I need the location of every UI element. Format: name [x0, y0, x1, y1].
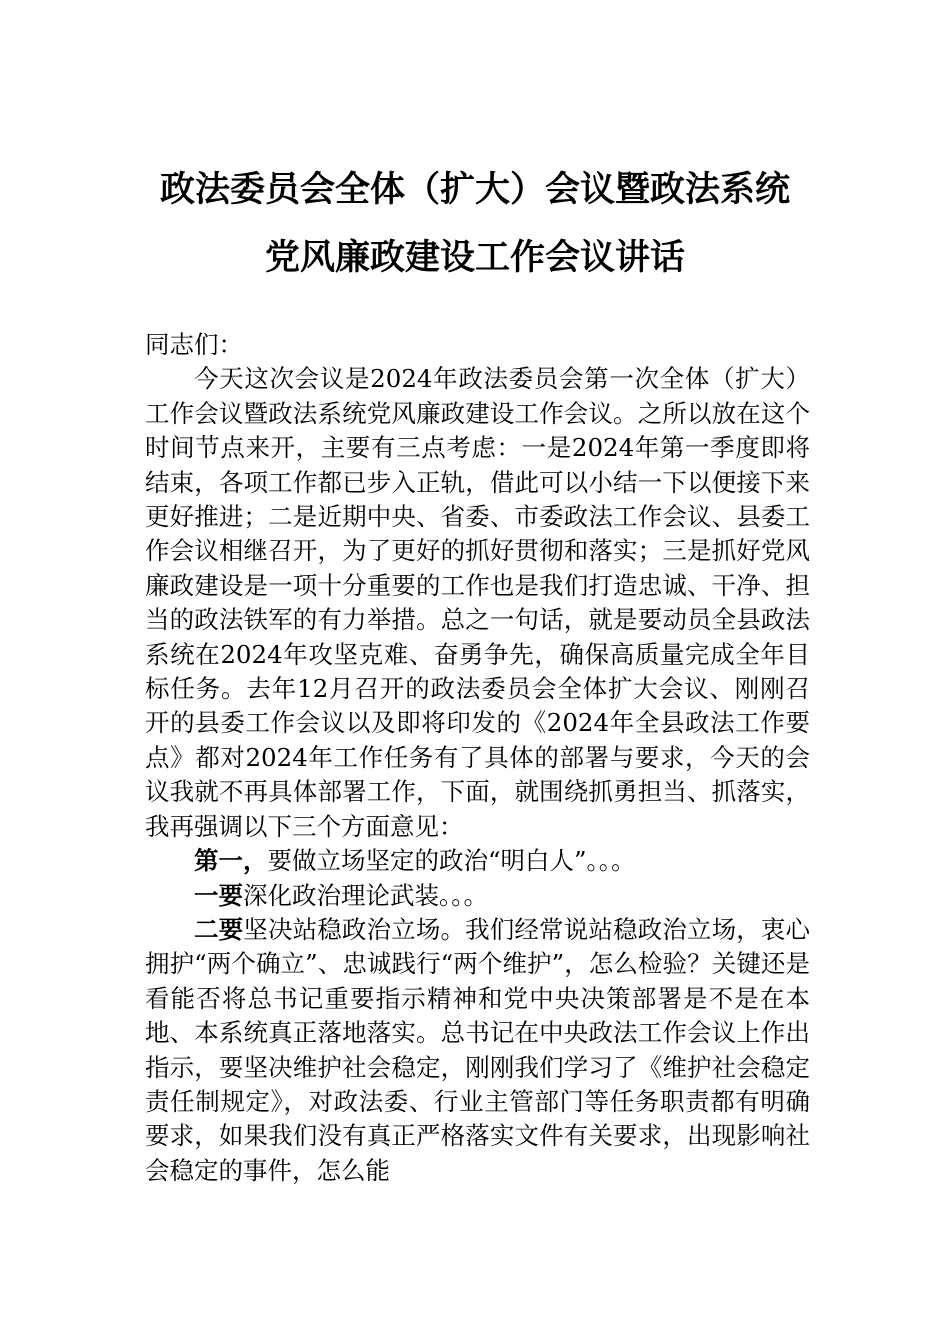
sub-1-lead: 一要	[194, 880, 243, 910]
paragraph-sub-1	[145, 879, 810, 913]
point-1-lead: 第一，	[194, 846, 268, 876]
salutation: 同志们：	[145, 330, 243, 359]
paragraph-point-1	[145, 844, 810, 878]
point-1-text: 要做立场坚定的政治“明白人”。。。	[267, 846, 636, 876]
paragraph-sub-2	[145, 913, 810, 1188]
paragraph-intro: 今天这次会议是2024年政法委员会第一次全体（扩大）工作会议暨政法系统党风廉政建设工作会议。之所以放在这个时间节点来开，主要有三点考虑：一是2024年第一季度即将结束，各项工作都已步入正轨，借此可以小结一下以便接下来更好推进；二是近期中央、省委、市委政法工作会议、县委工作会议相继召开，为了更好的抓好贯彻和落实；三是抓好党风廉政建设是一项十分重要的工作也是我们打造忠诚、干净、担当的政法铁军的有力举措。总之一句话，就是要动员全县政法系统在2024年攻坚克难、奋勇争先，确保高质量完成全年目标任务。去年12月召开的政法委员会全体扩大会议、刚刚召开的县委工作会议以及即将印发的《2024年全县政法工作要点》都对2024年工作任务有了具体的部署与要求，今天的会议我就不再具体部署工作，下面，就围绕抓勇担当、抓落实，我再强调以下三个方面意见：	[145, 364, 810, 841]
document-title-line-1: 政法委员会全体（扩大）会议暨政法系统	[159, 170, 790, 210]
sub-2-text: 坚决站稳政治立场。我们经常说站稳政治立场，衷心拥护“两个确立”、忠诚践行“两个维护”，怎么检验？关键还是看能否将总书记重要指示精神和党中央决策部署是不是在本地、本系统真正落地落实。总书记在中央政法工作会议上作出指示，要坚决维护社会稳定，刚刚我们学习了《维护社会稳定责任制规定》，对政法委、行业主管部门等任务职责都有明确要求，如果我们没有真正严格落实文件有关要求，出现影响社会稳定的事件，怎么能	[145, 914, 811, 1185]
document-body	[145, 328, 810, 1188]
sub-1-text: 深化政治理论武装。。。	[243, 880, 488, 910]
document-title-line-2: 党风廉政建设工作会议讲话	[264, 238, 685, 278]
sub-2-lead: 二要	[194, 914, 244, 944]
